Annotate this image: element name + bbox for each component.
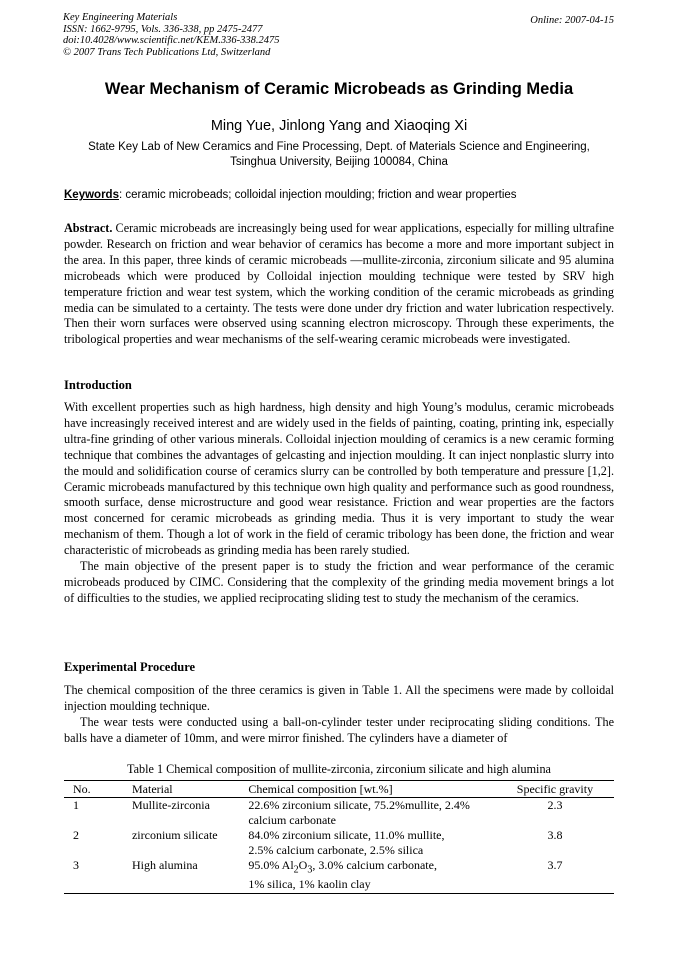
introduction-paragraph-2: The main objective of the present paper is to study the friction and wear performance of the ceramic microbeads produced by CIMC. Considering that the complexity of the grinding media movement brings a lot of difficulties to the studies, we applied reciprocating sliding test to study the mechanism of the ceramics. <box>64 559 614 605</box>
affiliation-line-1: State Key Lab of New Ceramics and Fine Processing, Dept. of Materials Science and Engineering, <box>88 141 590 153</box>
keywords-text: : ceramic microbeads; colloidal injection moulding; friction and wear properties <box>118 189 517 201</box>
composition-line-2: 1% silica, 1% kaolin clay <box>248 877 371 892</box>
table-header-row <box>64 781 614 798</box>
cell-composition <box>248 858 496 894</box>
composition-line-2: 2.5% calcium carbonate, 2.5% silica <box>248 843 424 857</box>
keywords <box>64 189 517 201</box>
subscript-3: 3 <box>307 864 313 876</box>
cell-no: 3 <box>64 858 132 894</box>
subscript-2: 2 <box>293 864 299 876</box>
table-caption: Table 1 Chemical composition of mullite-zirconia, zirconium silicate and high alumina <box>127 762 551 776</box>
cell-material: zirconium silicate <box>131 828 218 842</box>
introduction-paragraph-1: With excellent properties such as high hardness, high density and high Young’s modulus, ceramic microbeads have increasingly received interest and are widely used in the fields of painting, coating, printing ink, especially ultra-fine grinding of other various minerals. Colloidal injection moulding of ceramics is a new ceramic forming technique that combines the advantages of gelcasting and injection moulding. It can inject nonplastic slurry into the mould and solidification course of ceramics slurry can be controlled by both temperature and pressure [1,2]. Ceramic microbeads manufactured by this technique own high quality and performance such as good roundness, smooth surface, dense microstructure and good wear resistance. Friction and wear properties are the factors most concerned for ceramic microbeads as grinding media. Thus it is very important to study the wear mechanism of them. Though a lot of work in the field of ceramic tribology has been done, the friction and wear characteristic of microbeads as grinding media has been rarely studied. <box>64 400 614 558</box>
column-header-composition: Chemical composition [wt.%] <box>248 781 496 798</box>
composition-line-1 <box>248 858 496 877</box>
journal-name: Key Engineering Materials <box>63 12 178 23</box>
column-header-no: No. <box>64 781 132 798</box>
issn-line: ISSN: 1662-9795, Vols. 336-338, pp 2475-2477 <box>63 23 263 35</box>
journal-header <box>63 12 280 58</box>
doi-line: doi:10.4028/www.scientific.net/KEM.336-338.2475 <box>63 35 280 46</box>
composition-table <box>64 780 614 894</box>
table-row <box>64 858 614 894</box>
formula-prefix: 95.0% Al <box>248 858 294 872</box>
column-header-material: Material <box>132 781 248 798</box>
table-row <box>64 798 614 829</box>
formula-suffix: , 3.0% calcium carbonate, <box>312 858 437 872</box>
composition-line-2: calcium carbonate <box>248 813 336 827</box>
introduction-body <box>64 400 614 607</box>
cell-material: Mullite-zirconia <box>131 798 210 812</box>
keywords-label: Keywords <box>64 189 119 201</box>
cell-specific-gravity: 3.8 <box>547 828 563 842</box>
author-list: Ming Yue, Jinlong Yang and Xiaoqing Xi <box>210 118 468 134</box>
experimental-paragraph-1: The chemical composition of the three ceramics is given in Table 1. All the specimens were made by colloidal injection moulding technique. <box>64 683 614 713</box>
formula-oxygen: O <box>298 858 308 872</box>
copyright-line: © 2007 Trans Tech Publications Ltd, Switzerland <box>63 46 271 58</box>
cell-specific-gravity: 2.3 <box>547 798 563 812</box>
cell-composition <box>248 798 496 829</box>
composition-line-1: 22.6% zirconium silicate, 75.2%mullite, 2.4% <box>248 798 470 812</box>
cell-specific-gravity: 3.7 <box>496 858 614 894</box>
abstract <box>64 221 614 348</box>
cell-no: 2 <box>73 828 79 842</box>
affiliation-line-2: Tsinghua University, Beijing 100084, China <box>230 156 448 168</box>
column-header-specific-gravity: Specific gravity <box>496 781 614 798</box>
section-heading-introduction: Introduction <box>64 378 132 392</box>
abstract-text: Ceramic microbeads are increasingly being used for wear applications, especially for milling ultrafine powder. Research on friction and wear behavior of ceramics has become a more and more important subject in the area. In this paper, three kinds of ceramic microbeads —mullite-zirconia, zirconium silicate and 95 alumina microbeads which were produced by Colloidal injection moulding technique were tested by SRV high temperature friction and wear test system, which the working condition of the ceramic microbeads as grinding media can be simulated to a certainty. The tests were done under dry friction and water lubrication respectively. Then their worn surfaces were observed using scanning electron microscopy. Through these experiments, the tribological properties and wear mechanisms of the self-wearing ceramic microbeads were investigated. <box>64 221 614 347</box>
table-row <box>64 828 614 858</box>
affiliation <box>30 140 648 170</box>
online-date: Online: 2007-04-15 <box>530 15 614 26</box>
experimental-body <box>64 683 614 747</box>
composition-line-1: 84.0% zirconium silicate, 11.0% mullite, <box>248 828 445 842</box>
paper-title: Wear Mechanism of Ceramic Microbeads as Grinding Media <box>104 80 574 98</box>
cell-composition <box>248 828 496 858</box>
abstract-label: Abstract. <box>64 221 113 235</box>
cell-material: High alumina <box>132 858 248 894</box>
section-heading-experimental: Experimental Procedure <box>64 660 196 674</box>
cell-no: 1 <box>73 798 79 812</box>
experimental-paragraph-2: The wear tests were conducted using a ball-on-cylinder tester under reciprocating sliding conditions. The balls have a diameter of 10mm, and were mirror finished. The cylinders have a diameter of <box>64 714 614 745</box>
